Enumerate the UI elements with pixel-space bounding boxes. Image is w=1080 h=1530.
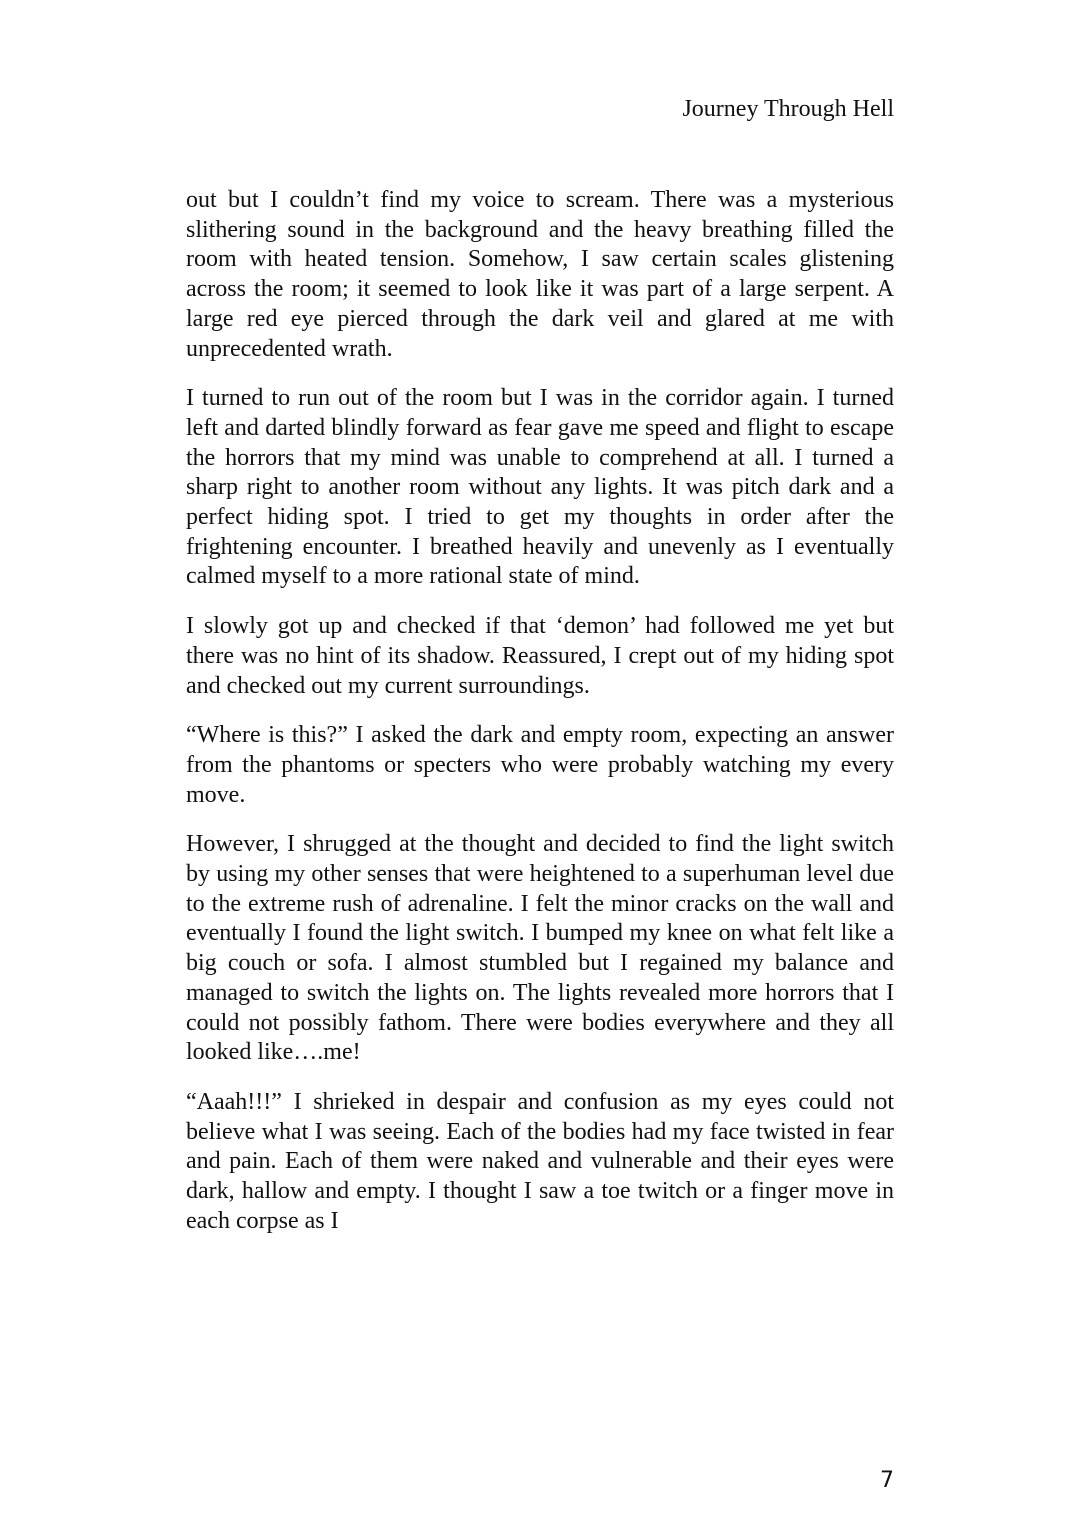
paragraph: However, I shrugged at the thought and decided to find the light switch by using my other senses that were heightened to a superhuman level due to the extreme rush of adrenaline. I felt the minor cracks on the wall and eventually I found the light switch. I bumped my knee on what felt like a big couch or sofa. I almost stumbled but I regained my balance and managed to switch the lights on. The lights revealed more horrors that I could not possibly fathom. There were bodies everywhere and they all looked like….me! — [186, 831, 894, 1066]
body-text — [186, 186, 894, 1257]
paragraph: I slowly got up and checked if that ‘demon’ had followed me yet but there was no hint of its shadow. Reassured, I crept out of my hiding spot and checked out my current surroundings. — [186, 613, 894, 699]
paragraph: out but I couldn’t find my voice to scream. There was a mysterious slithering sound in the background and the heavy breathing filled the room with heated tension. Somehow, I saw certain scales glistening across the room; it seemed to look like it was part of a large serpent. A large red eye pierced through the dark veil and glared at me with unprecedented wrath. — [186, 187, 894, 362]
running-header: Journey Through Hell — [682, 96, 894, 122]
paragraph: “Aaah!!!” I shrieked in despair and confusion as my eyes could not believe what I was seeing. Each of the bodies had my face twisted in fear and pain. Each of them were naked and vulnerable and their eyes were dark, hallow and empty. I thought I saw a toe twitch or a finger move in each corpse as I — [186, 1088, 894, 1234]
paragraph: “Where is this?” I asked the dark and empty room, expecting an answer from the phantoms or specters who were probably watching my every move. — [186, 722, 894, 808]
page-number: 7 — [880, 1468, 894, 1493]
paragraph: I turned to run out of the room but I was in the corridor again. I turned left and darted blindly forward as fear gave me speed and flight to escape the horrors that my mind was unable to comprehend at all. I turned a sharp right to another room without any lights. It was pitch dark and a perfect hiding spot. I tried to get my thoughts in order after the frightening encounter. I breathed heavily and unevenly as I eventually calmed myself to a more rational state of mind. — [186, 385, 894, 590]
